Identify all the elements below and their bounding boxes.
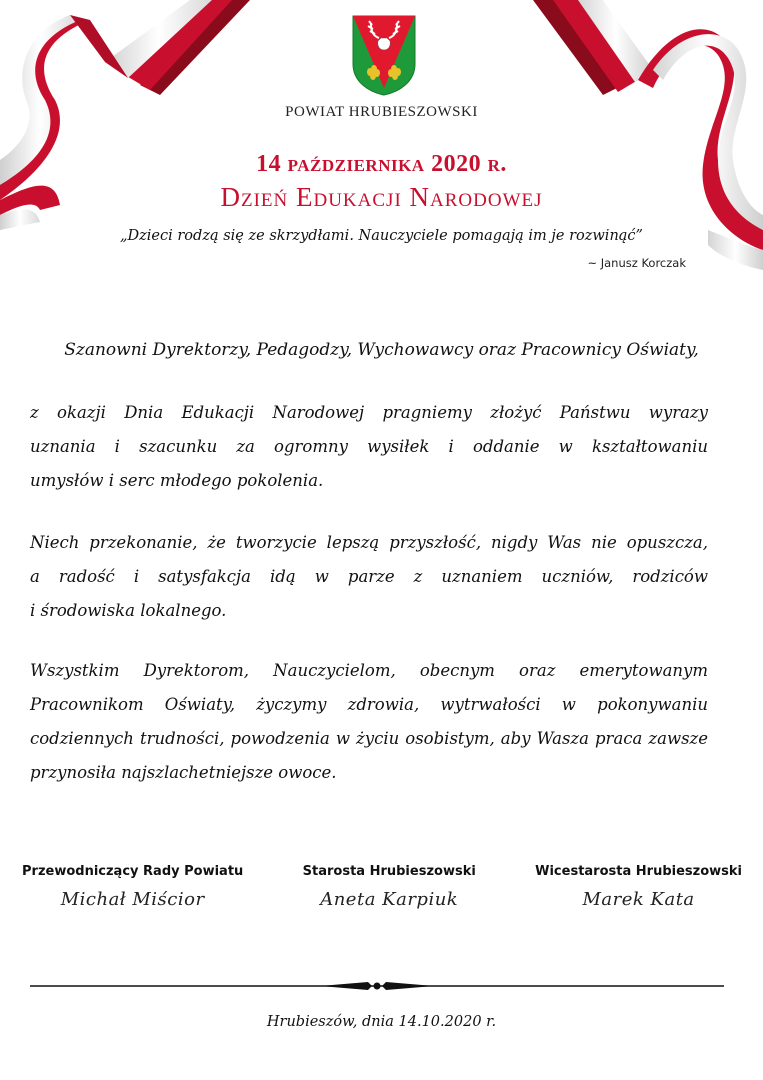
coat-of-arms-icon bbox=[351, 14, 417, 96]
paragraph-line: przynosiła najszlachetniejsze owoce. bbox=[30, 763, 337, 782]
place-and-date: Hrubieszów, dnia 14.10.2020 r. bbox=[266, 1014, 497, 1030]
paragraph-1 bbox=[30, 396, 708, 498]
paragraph-line: Niech przekonanie, że tworzycie lepszą przyszłość, nigdy Was nie opuszcza, bbox=[30, 533, 708, 552]
signature-block-chairman bbox=[22, 864, 243, 910]
paragraph-line: Wszystkim Dyrektorom, Nauczycielom, obecnym oraz emerytowanym bbox=[30, 661, 708, 680]
paragraph-line: i środowiska lokalnego. bbox=[30, 601, 227, 620]
paragraph-line: umysłów i serc młodego pokolenia. bbox=[30, 471, 324, 490]
paragraph-line: a radość i satysfakcja idą w parze z uznaniem uczniów, rodziców bbox=[30, 567, 708, 586]
paragraph-2 bbox=[30, 526, 708, 628]
event-title: Dzień Edukacji Narodowej bbox=[220, 182, 543, 212]
signature-title: Wicestarosta Hrubieszowski bbox=[535, 864, 742, 879]
quote: „Dzieci rodzą się ze skrzydłami. Nauczyciele pomagają im je rozwinąć” bbox=[120, 228, 643, 244]
signature-name: Michał Miścior bbox=[60, 889, 205, 910]
paragraph-line: Pracownikom Oświaty, życzymy zdrowia, wytrwałości w pokonywaniu bbox=[30, 695, 708, 714]
ornamental-divider bbox=[30, 978, 724, 994]
paragraph-line: codziennych trudności, powodzenia w życiu osobistym, aby Wasza praca zawsze bbox=[30, 729, 708, 748]
signature-block-vice-starosta bbox=[535, 864, 742, 910]
signatures bbox=[22, 864, 742, 910]
paragraph-line: z okazji Dnia Edukacji Narodowej pragniemy złożyć Państwu wyrazy bbox=[30, 403, 708, 422]
signature-name: Marek Kata bbox=[582, 889, 695, 910]
paragraph-line: uznania i szacunku za ogromny wysiłek i oddanie w kształtowaniu bbox=[30, 437, 708, 456]
quote-author: ~ Janusz Korczak bbox=[587, 256, 686, 270]
signature-block-starosta bbox=[303, 864, 476, 910]
signature-name: Aneta Karpiuk bbox=[320, 889, 459, 910]
date-title: 14 października 2020 r. bbox=[256, 151, 507, 177]
greeting: Szanowni Dyrektorzy, Pedagodzy, Wychowawcy oraz Pracownicy Oświaty, bbox=[64, 340, 699, 360]
signature-title: Przewodniczący Rady Powiatu bbox=[22, 864, 244, 879]
signature-title: Starosta Hrubieszowski bbox=[302, 864, 476, 879]
organization-name: POWIAT HRUBIESZOWSKI bbox=[285, 104, 478, 120]
paragraph-3 bbox=[30, 654, 708, 790]
